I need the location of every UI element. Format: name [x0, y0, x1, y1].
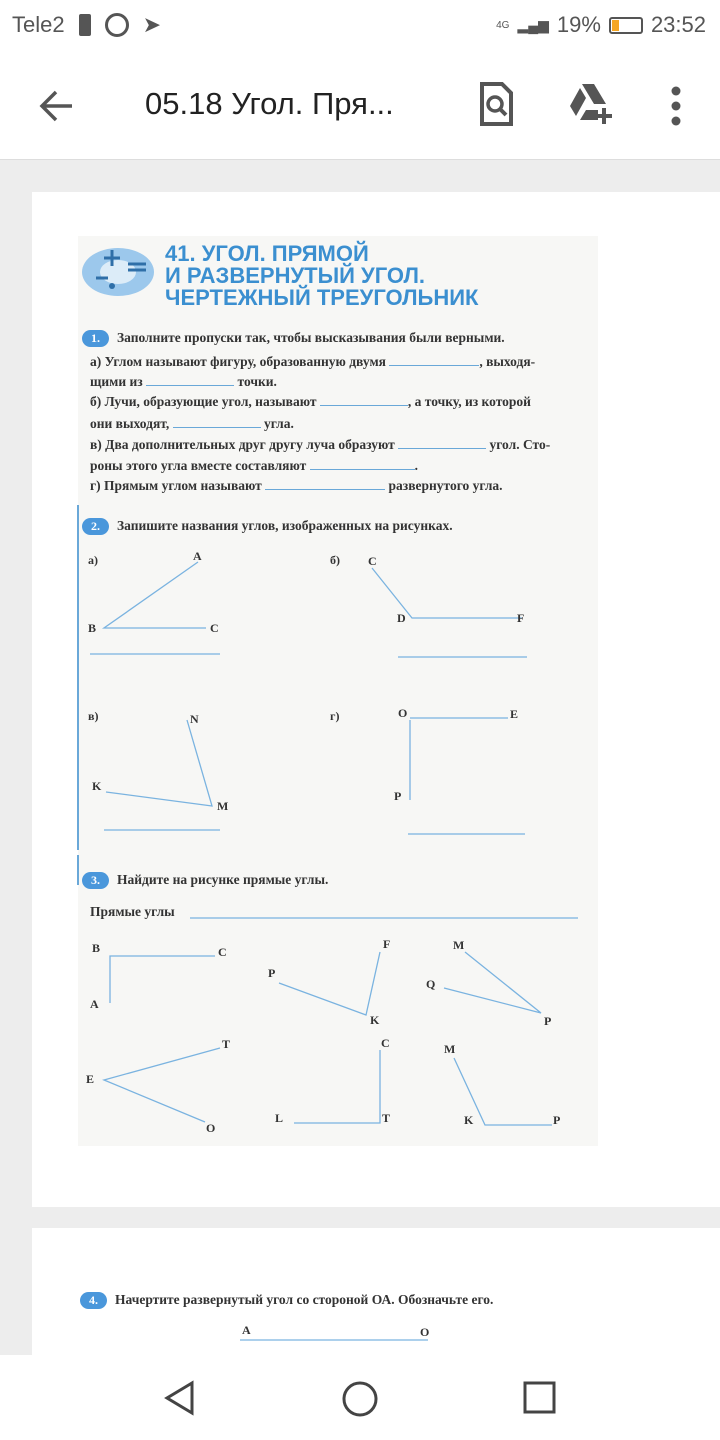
text: точки. — [237, 374, 277, 389]
text: угол. Сто- — [489, 437, 551, 452]
signal-icon: ▂▄▆ — [517, 16, 549, 33]
text: б) Лучи, образующие угол, называют — [90, 394, 317, 409]
text: , выходя- — [479, 354, 536, 369]
title-line: И РАЗВЕРНУТЫЙ УГОЛ. — [165, 263, 426, 288]
point-label: P — [394, 789, 402, 803]
point-label: C — [368, 554, 377, 568]
point-label: C — [218, 945, 227, 959]
point-label: A — [193, 549, 202, 563]
recents-nav-icon[interactable] — [523, 1381, 557, 1415]
task-number: 4. — [80, 1292, 107, 1309]
text: . — [414, 458, 418, 473]
point-label: M — [453, 938, 465, 952]
part-label: б) — [330, 553, 340, 567]
title-line: ЧЕРТЕЖНЫЙ ТРЕУГОЛЬНИК — [165, 285, 479, 310]
text: , а точку, из которой — [407, 394, 531, 409]
point-label: Q — [426, 977, 436, 991]
task-text: Заполните пропуски так, чтобы высказывания были верными. — [117, 330, 505, 345]
point-label: P — [544, 1014, 552, 1028]
point-label: F — [517, 611, 525, 625]
part-label: а) — [88, 553, 98, 567]
navigation-bar — [0, 1355, 720, 1440]
point-label: C — [210, 621, 219, 635]
task-text: Найдите на рисунке прямые углы. — [117, 872, 329, 887]
part-label: г) — [330, 709, 340, 723]
task4-heading — [80, 1292, 493, 1309]
text: г) Прямым углом называют — [90, 478, 262, 493]
point-label: M — [444, 1042, 456, 1056]
back-nav-icon[interactable] — [162, 1380, 198, 1416]
point-label: P — [268, 966, 276, 980]
point-label: C — [381, 1036, 390, 1050]
task3-margin-bar — [77, 855, 79, 885]
right-angles-label: Прямые углы — [90, 904, 175, 919]
point-label: M — [217, 799, 229, 813]
part-label: в) — [88, 709, 99, 723]
clock: 23:52 — [650, 12, 706, 37]
text: они выходят, — [90, 416, 170, 431]
telegram-icon: ➤ — [142, 12, 162, 37]
point-label: D — [397, 611, 406, 625]
text: в) Два дополнительных друг другу луча образуют — [90, 437, 395, 452]
document-title: 05.18 Угол. Пря... — [145, 86, 394, 121]
point-label: T — [382, 1111, 391, 1125]
point-label: T — [222, 1037, 231, 1051]
text: развернутого угла. — [388, 478, 503, 493]
point-label: E — [86, 1072, 95, 1086]
task3-heading — [82, 872, 328, 889]
carrier: Tele2 — [12, 12, 65, 37]
point-label: K — [370, 1013, 380, 1027]
point-label: F — [383, 937, 391, 951]
point-label: B — [88, 621, 97, 635]
text: роны этого угла вместе составляют — [90, 458, 307, 473]
point-label: K — [464, 1113, 474, 1127]
point-label: O — [398, 706, 408, 720]
point-label: A — [242, 1323, 251, 1337]
text: угла. — [263, 416, 294, 431]
point-label: N — [190, 712, 199, 726]
task-text: Начертите развернутый угол со стороной ОА. Обозначьте его. — [115, 1292, 494, 1307]
task-number: 3. — [82, 872, 109, 889]
point-label: O — [420, 1325, 430, 1339]
point-label: A — [90, 997, 99, 1011]
point-label: O — [206, 1121, 216, 1135]
text: щими из — [90, 374, 143, 389]
task-number: 2. — [82, 518, 109, 535]
title-line: 41. УГОЛ. ПРЯМОЙ — [165, 241, 369, 266]
home-nav-icon[interactable] — [341, 1380, 379, 1418]
point-label: L — [275, 1111, 284, 1125]
point-label: B — [92, 941, 101, 955]
battery-percent: 19% — [556, 12, 601, 37]
point-label: P — [553, 1113, 561, 1127]
text: а) Углом называют фигуру, образованную двумя — [90, 354, 386, 369]
task-text: Запишите названия углов, изображенных на рисунках. — [117, 518, 453, 533]
network-type: 4G — [496, 19, 510, 31]
task-number: 1. — [82, 330, 109, 347]
point-label: E — [510, 707, 519, 721]
point-label: K — [92, 779, 102, 793]
